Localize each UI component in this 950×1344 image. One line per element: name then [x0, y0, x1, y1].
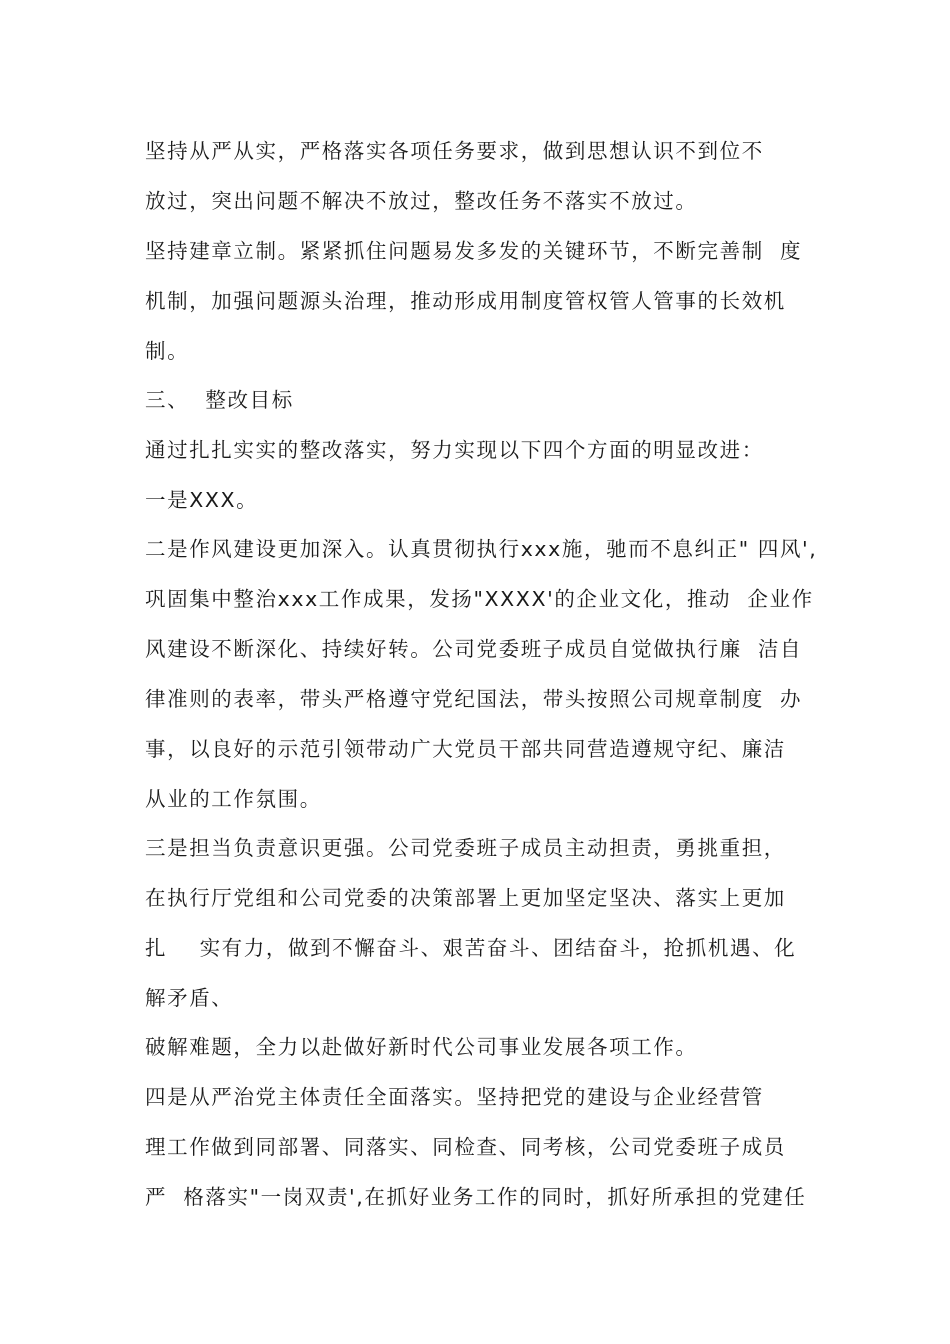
text-line: 通过扎扎实实的整改落实，努力实现以下四个方面的明显改进：: [145, 438, 764, 462]
text-line: 解矛盾、: [145, 986, 234, 1010]
text-line: 制。: [145, 339, 190, 363]
text-line: 事，以良好的示范引领带动广大党员干部共同营造遵规守纪、廉洁: [145, 737, 786, 761]
text-line: 一是XXX。: [145, 488, 259, 512]
text-line: 律准则的表率，带头严格遵守党纪国法，带头按照公司规章制度 办: [145, 687, 803, 711]
text-line: 严 格落实"一岗双责',在抓好业务工作的同时，抓好所承担的党建任: [145, 1185, 807, 1209]
text-line: 二是作风建设更加深入。认真贯彻执行xxx施，驰而不息纠正" 四风',: [145, 537, 818, 561]
text-line: 在执行厅党组和公司党委的决策部署上更加坚定坚决、落实上更加: [145, 886, 786, 910]
text-line: 坚持从严从实，严格落实各项任务要求，做到思想认识不到位不: [145, 139, 764, 163]
section-heading: 三、 整改目标: [145, 388, 294, 412]
text-line: 三是担当负责意识更强。公司党委班子成员主动担责，勇挑重担，: [145, 836, 786, 860]
text-line: 破解难题，全力以赴做好新时代公司事业发展各项工作。: [145, 1035, 698, 1059]
text-line: 坚持建章立制。紧紧抓住问题易发多发的关键环节，不断完善制 度: [145, 239, 803, 263]
text-line: 放过，突出问题不解决不放过，整改任务不落实不放过。: [145, 189, 698, 213]
text-line: 扎 实有力，做到不懈奋斗、艰苦奋斗、团结奋斗，抢抓机遇、化: [145, 936, 797, 960]
text-line: 理工作做到同部署、同落实、同检查、同考核，公司党委班子成员: [145, 1135, 786, 1159]
text-line: 风建设不断深化、持续好转。公司党委班子成员自觉做执行廉 洁自: [145, 637, 803, 661]
text-line: 从业的工作氛围。: [145, 787, 322, 811]
text-line: 巩固集中整治xxx工作成果，发扬"XXXX'的企业文化，推动 企业作: [145, 587, 814, 611]
text-line: 四是从严治党主体责任全面落实。坚持把党的建设与企业经营管: [145, 1085, 764, 1109]
text-line: 机制，加强问题源头治理，推动形成用制度管权管人管事的长效机: [145, 289, 786, 313]
